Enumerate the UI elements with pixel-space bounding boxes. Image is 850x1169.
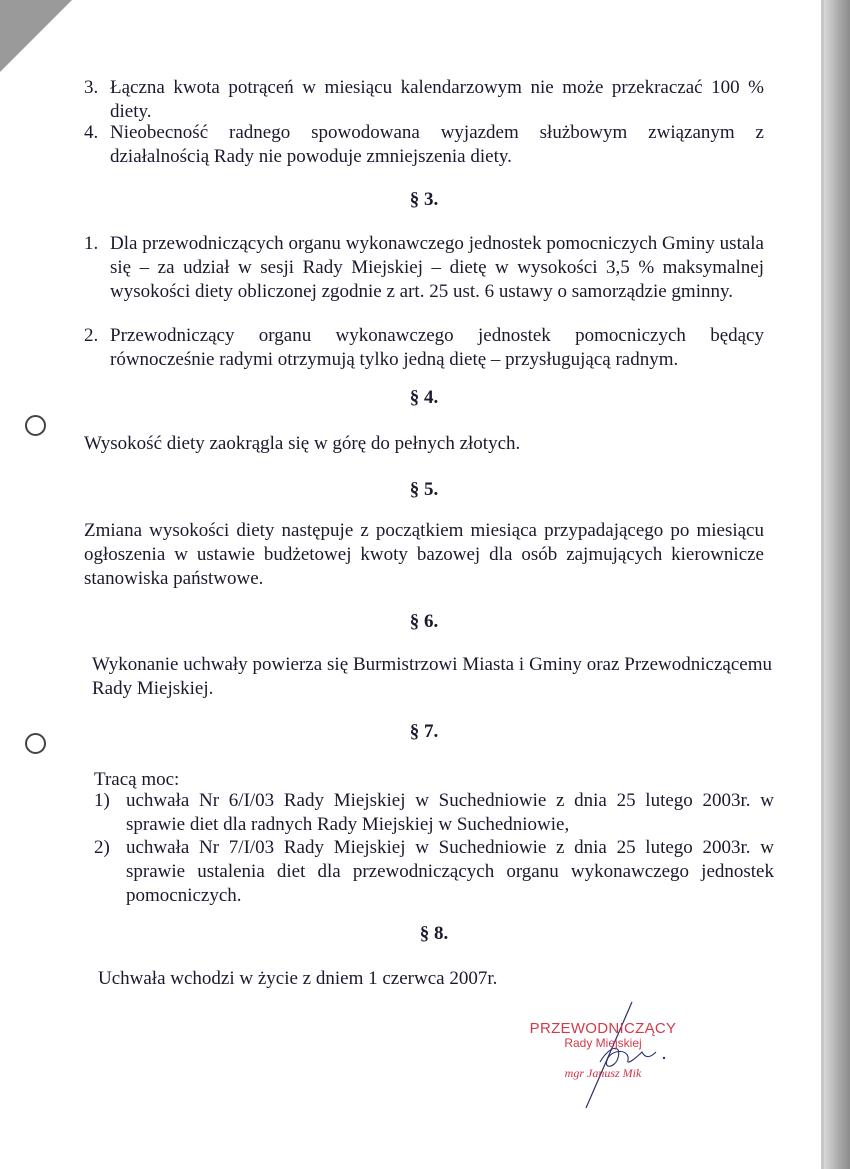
- item-number: 1.: [84, 233, 99, 254]
- punch-hole: [25, 733, 46, 754]
- paragraph: Uchwała wchodzi w życie z dniem 1 czerwca 2007r.: [98, 968, 498, 989]
- item-number: 3.: [84, 77, 99, 98]
- section-heading: § 4.: [409, 387, 439, 408]
- item-text: Przewodniczący organu wykonawczego jednostek pomocniczych będący równocześnie radymi otrzymują tylko jedną dietę – przysługującą radnym.: [110, 325, 764, 370]
- paragraph: Wykonanie uchwały powierza się Burmistrzowi Miasta i Gminy oraz Przewodniczącemu Rady Miejskiej.: [92, 654, 772, 699]
- page-edge: [824, 0, 850, 1169]
- stamp-name: mgr Janusz Mik: [564, 1066, 642, 1080]
- paragraph-intro: Tracą moc:: [94, 769, 180, 790]
- section-heading: § 6.: [409, 611, 439, 632]
- item-number: 2.: [84, 325, 99, 346]
- stamp-title: PRZEWODNICZĄCY: [529, 1020, 677, 1037]
- item-text: Łączna kwota potrąceń w miesiącu kalendarzowym nie może przekraczać 100 % diety.: [110, 77, 764, 122]
- item-text: uchwała Nr 7/I/03 Rady Miejskiej w Suchedniowie z dnia 25 lutego 2003r. w sprawie ustalenia diet dla przewodniczących organu wykonawczego jednostek pomocniczych.: [126, 837, 774, 906]
- stamp-subtitle: Rady Miejskiej: [564, 1036, 642, 1050]
- item-number: 1): [94, 790, 110, 811]
- section-heading: § 8.: [419, 923, 449, 944]
- paragraph: Zmiana wysokości diety następuje z początkiem miesiąca przypadającego po miesiącu ogłoszenia w ustawie budżetowej kwoty bazowej dla osób zajmujących kierownicze stanowiska państwowe.: [84, 520, 764, 589]
- item-number: 2): [94, 837, 110, 858]
- section-heading: § 7.: [409, 721, 439, 742]
- paragraph: Wysokość diety zaokrągla się w górę do pełnych złotych.: [84, 433, 521, 454]
- item-text: Dla przewodniczących organu wykonawczego jednostek pomocniczych Gminy ustala się – za udział w sesji Rady Miejskiej – dietę w wysokości 3,5 % maksymalnej wysokości diety obliczonej zgodnie z art. 25 ust. 6 ustawy o samorządzie gminny.: [110, 233, 764, 302]
- item-text: Nieobecność radnego spowodowana wyjazdem służbowym związanym z działalnością Rady nie powoduje zmniejszenia diety.: [110, 122, 764, 167]
- folded-corner: [0, 0, 72, 72]
- section-heading: § 3.: [409, 189, 439, 210]
- punch-hole: [25, 415, 46, 436]
- section-heading: § 5.: [409, 479, 439, 500]
- official-stamp: [528, 1020, 678, 1081]
- item-number: 4.: [84, 122, 99, 143]
- item-text: uchwała Nr 6/I/03 Rady Miejskiej w Suchedniowie z dnia 25 lutego 2003r. w sprawie diet dla radnych Rady Miejskiej w Suchedniowie,: [126, 790, 774, 835]
